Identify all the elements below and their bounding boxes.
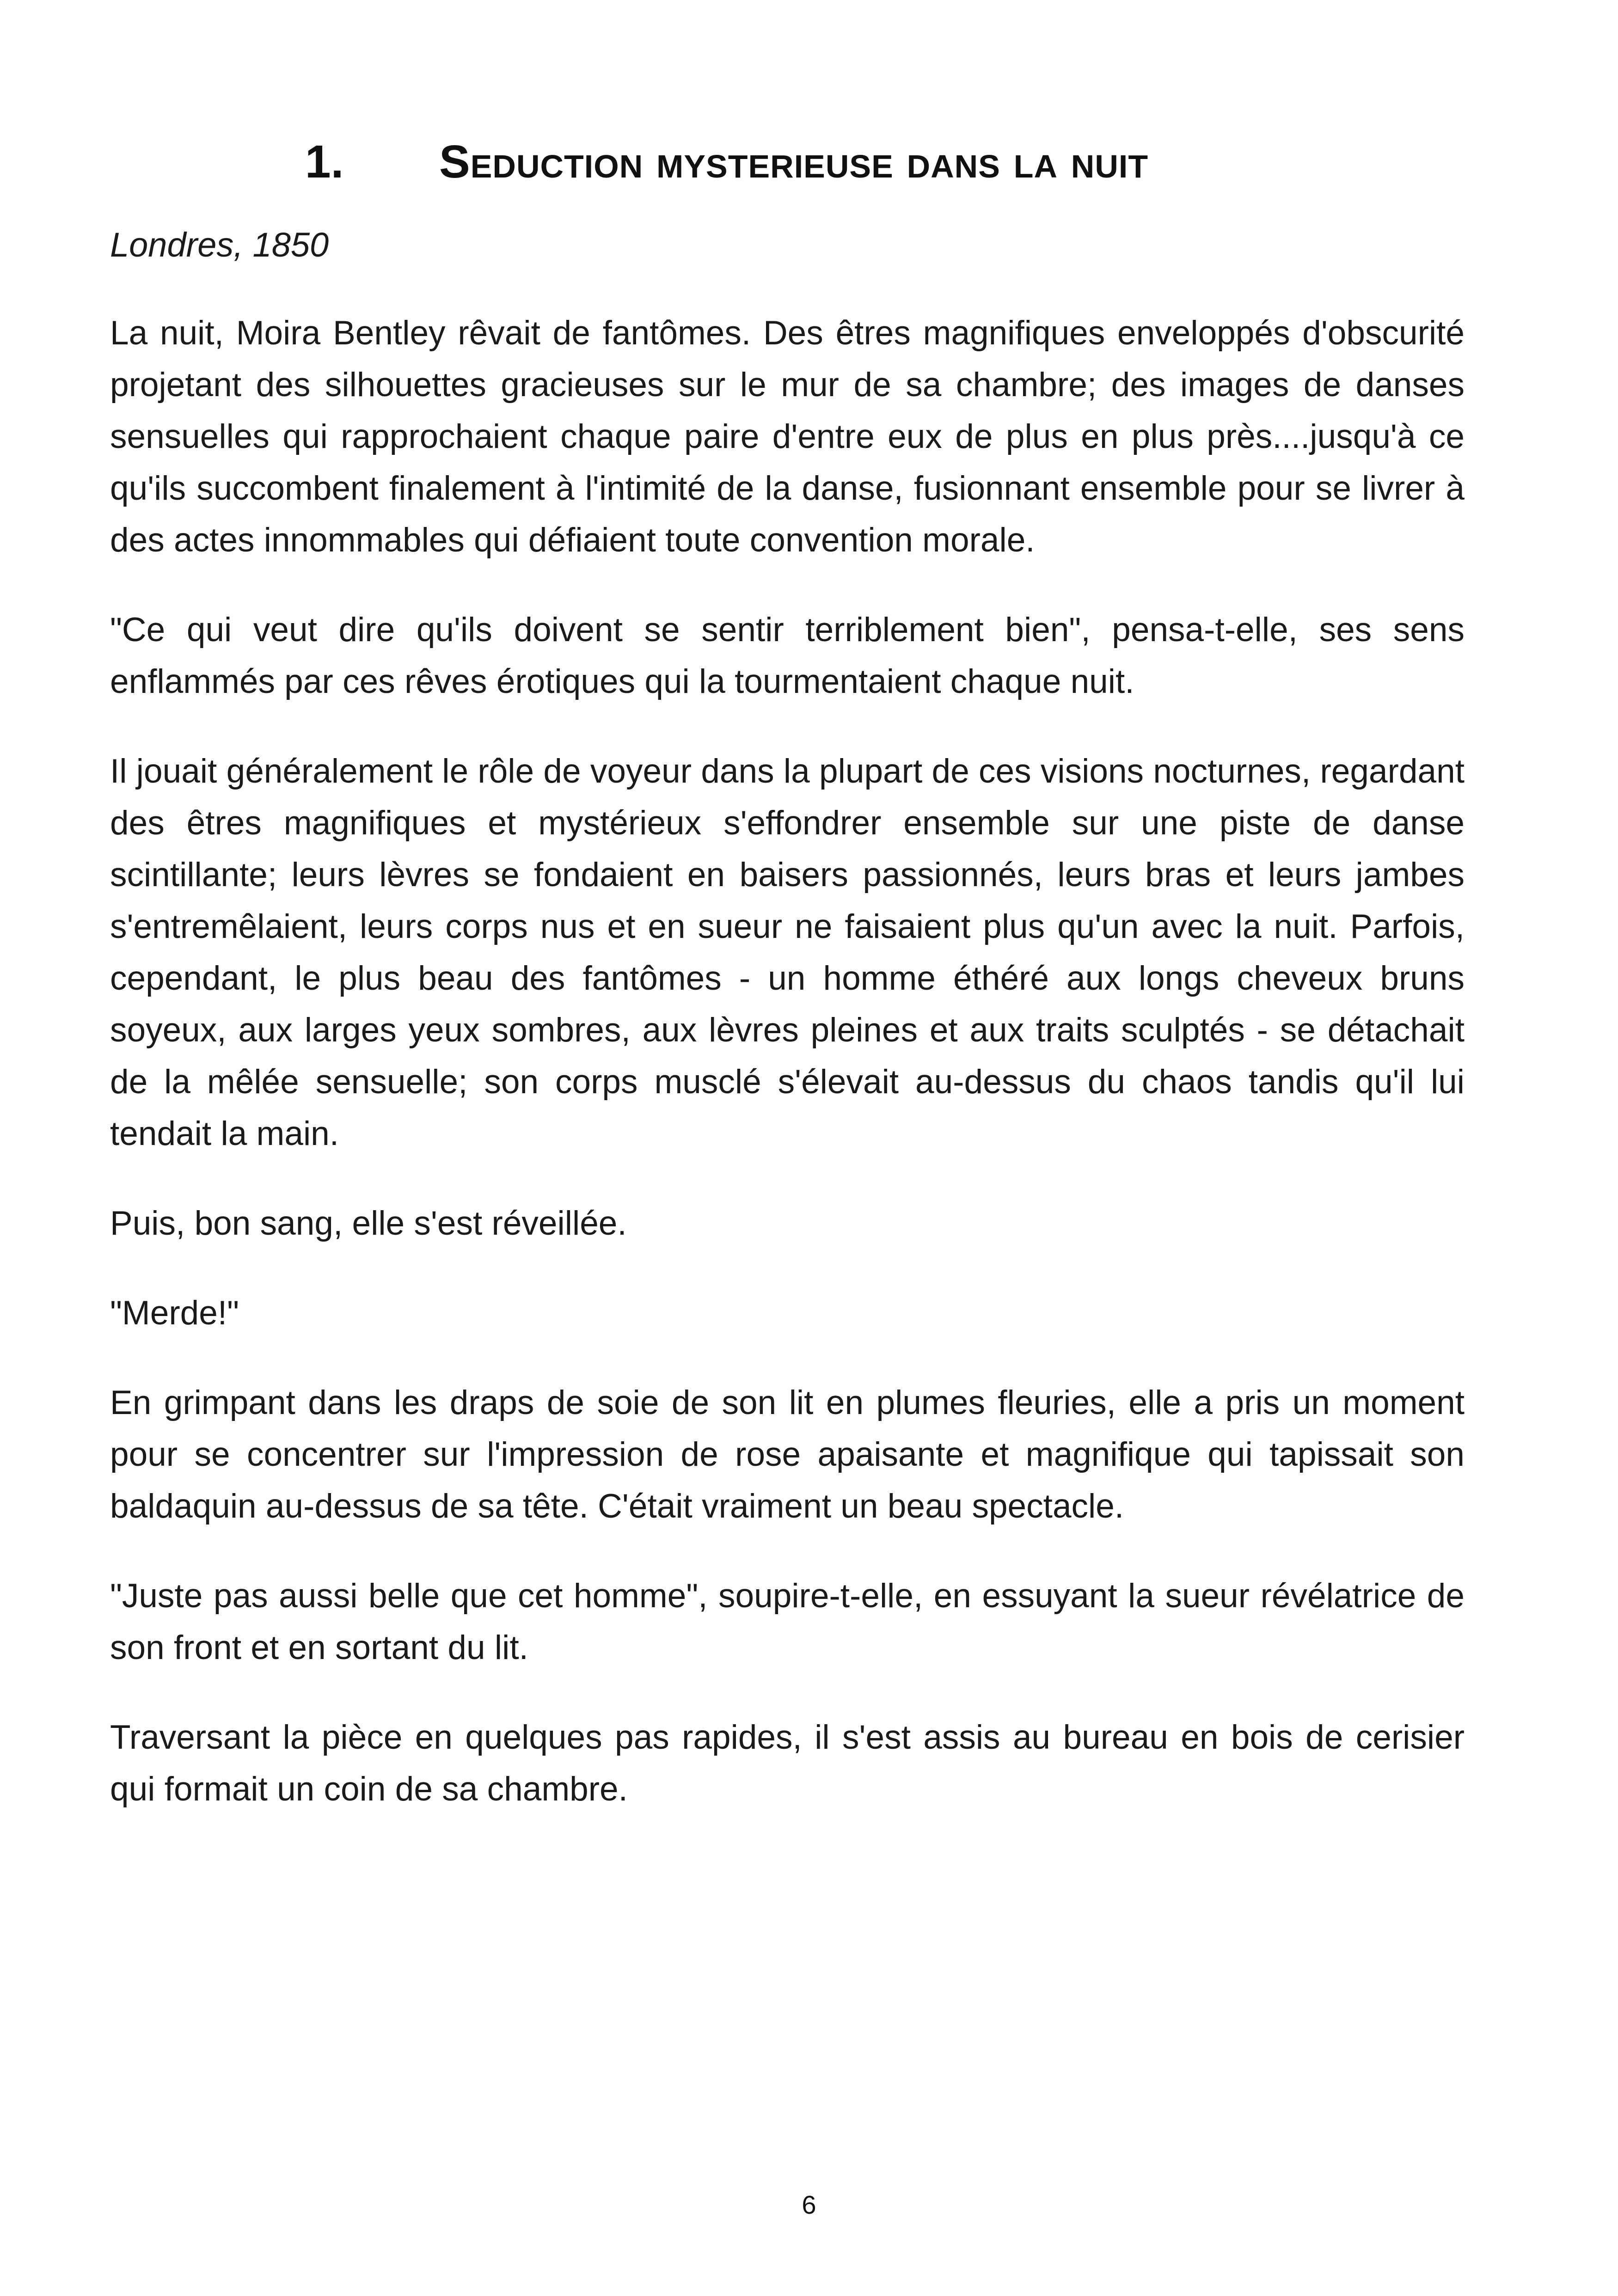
paragraph: Puis, bon sang, elle s'est réveillée. xyxy=(110,1205,627,1242)
paragraph: Il jouait généralement le rôle de voyeur dans la plupart de ces visions nocturnes, regardant des êtres magnifiques et mystérieux s'effondrer ensemble sur une piste de danse scintillante; leurs lèvres se fondaient en baisers passionnés, leurs bras et leurs jambes s'entremêlaient, leurs corps nus et en sueur ne faisaient plus qu'un avec la nuit. Parfois, cependant, le plus beau des fantômes - un homme éthéré aux longs cheveux bruns soyeux, aux larges yeux sombres, aux lèvres pleines et aux traits sculptés - se détachait de la mêlée sensuelle; son corps musclé s'élevait au-dessus du chaos tandis qu'il lui tendait la main. xyxy=(110,753,1465,1152)
chapter-title: Seduction mysterieuse dans la nuit xyxy=(439,136,1149,188)
body-text xyxy=(110,307,1465,1853)
chapter-heading xyxy=(305,122,1489,201)
paragraph: "Merde!" xyxy=(110,1294,239,1332)
paragraph: Traversant la pièce en quelques pas rapides, il s'est assis au bureau en bois de cerisier qui formait un coin de sa chambre. xyxy=(110,1719,1465,1808)
paragraph: "Ce qui veut dire qu'ils doivent se sentir terriblement bien", pensa-t-elle, ses sens enflammés par ces rêves érotiques qui la tourmentaient chaque nuit. xyxy=(110,611,1465,700)
paragraph: La nuit, Moira Bentley rêvait de fantômes. Des êtres magnifiques enveloppés d'obscurité projetant des silhouettes gracieuses sur le mur de sa chambre; des images de danses sensuelles qui rapprochaient chaque paire d'entre eux de plus en plus près....jusqu'à ce qu'ils succombent finalement à l'intimité de la danse, fusionnant ensemble pour se livrer à des actes innommables qui défiaient toute convention morale. xyxy=(110,314,1465,559)
paragraph: En grimpant dans les draps de soie de son lit en plumes fleuries, elle a pris un moment pour se concentrer sur l'impression de rose apaisante et magnifique qui tapissait son baldaquin au-dessus de sa tête. C'était vraiment un beau spectacle. xyxy=(110,1384,1465,1525)
page-number: 6 xyxy=(802,2190,816,2219)
chapter-number: 1. xyxy=(305,136,344,188)
paragraph: "Juste pas aussi belle que cet homme", soupire-t-elle, en essuyant la sueur révélatrice de son front et en sortant du lit. xyxy=(110,1577,1465,1666)
place-date: Londres, 1850 xyxy=(110,226,329,264)
